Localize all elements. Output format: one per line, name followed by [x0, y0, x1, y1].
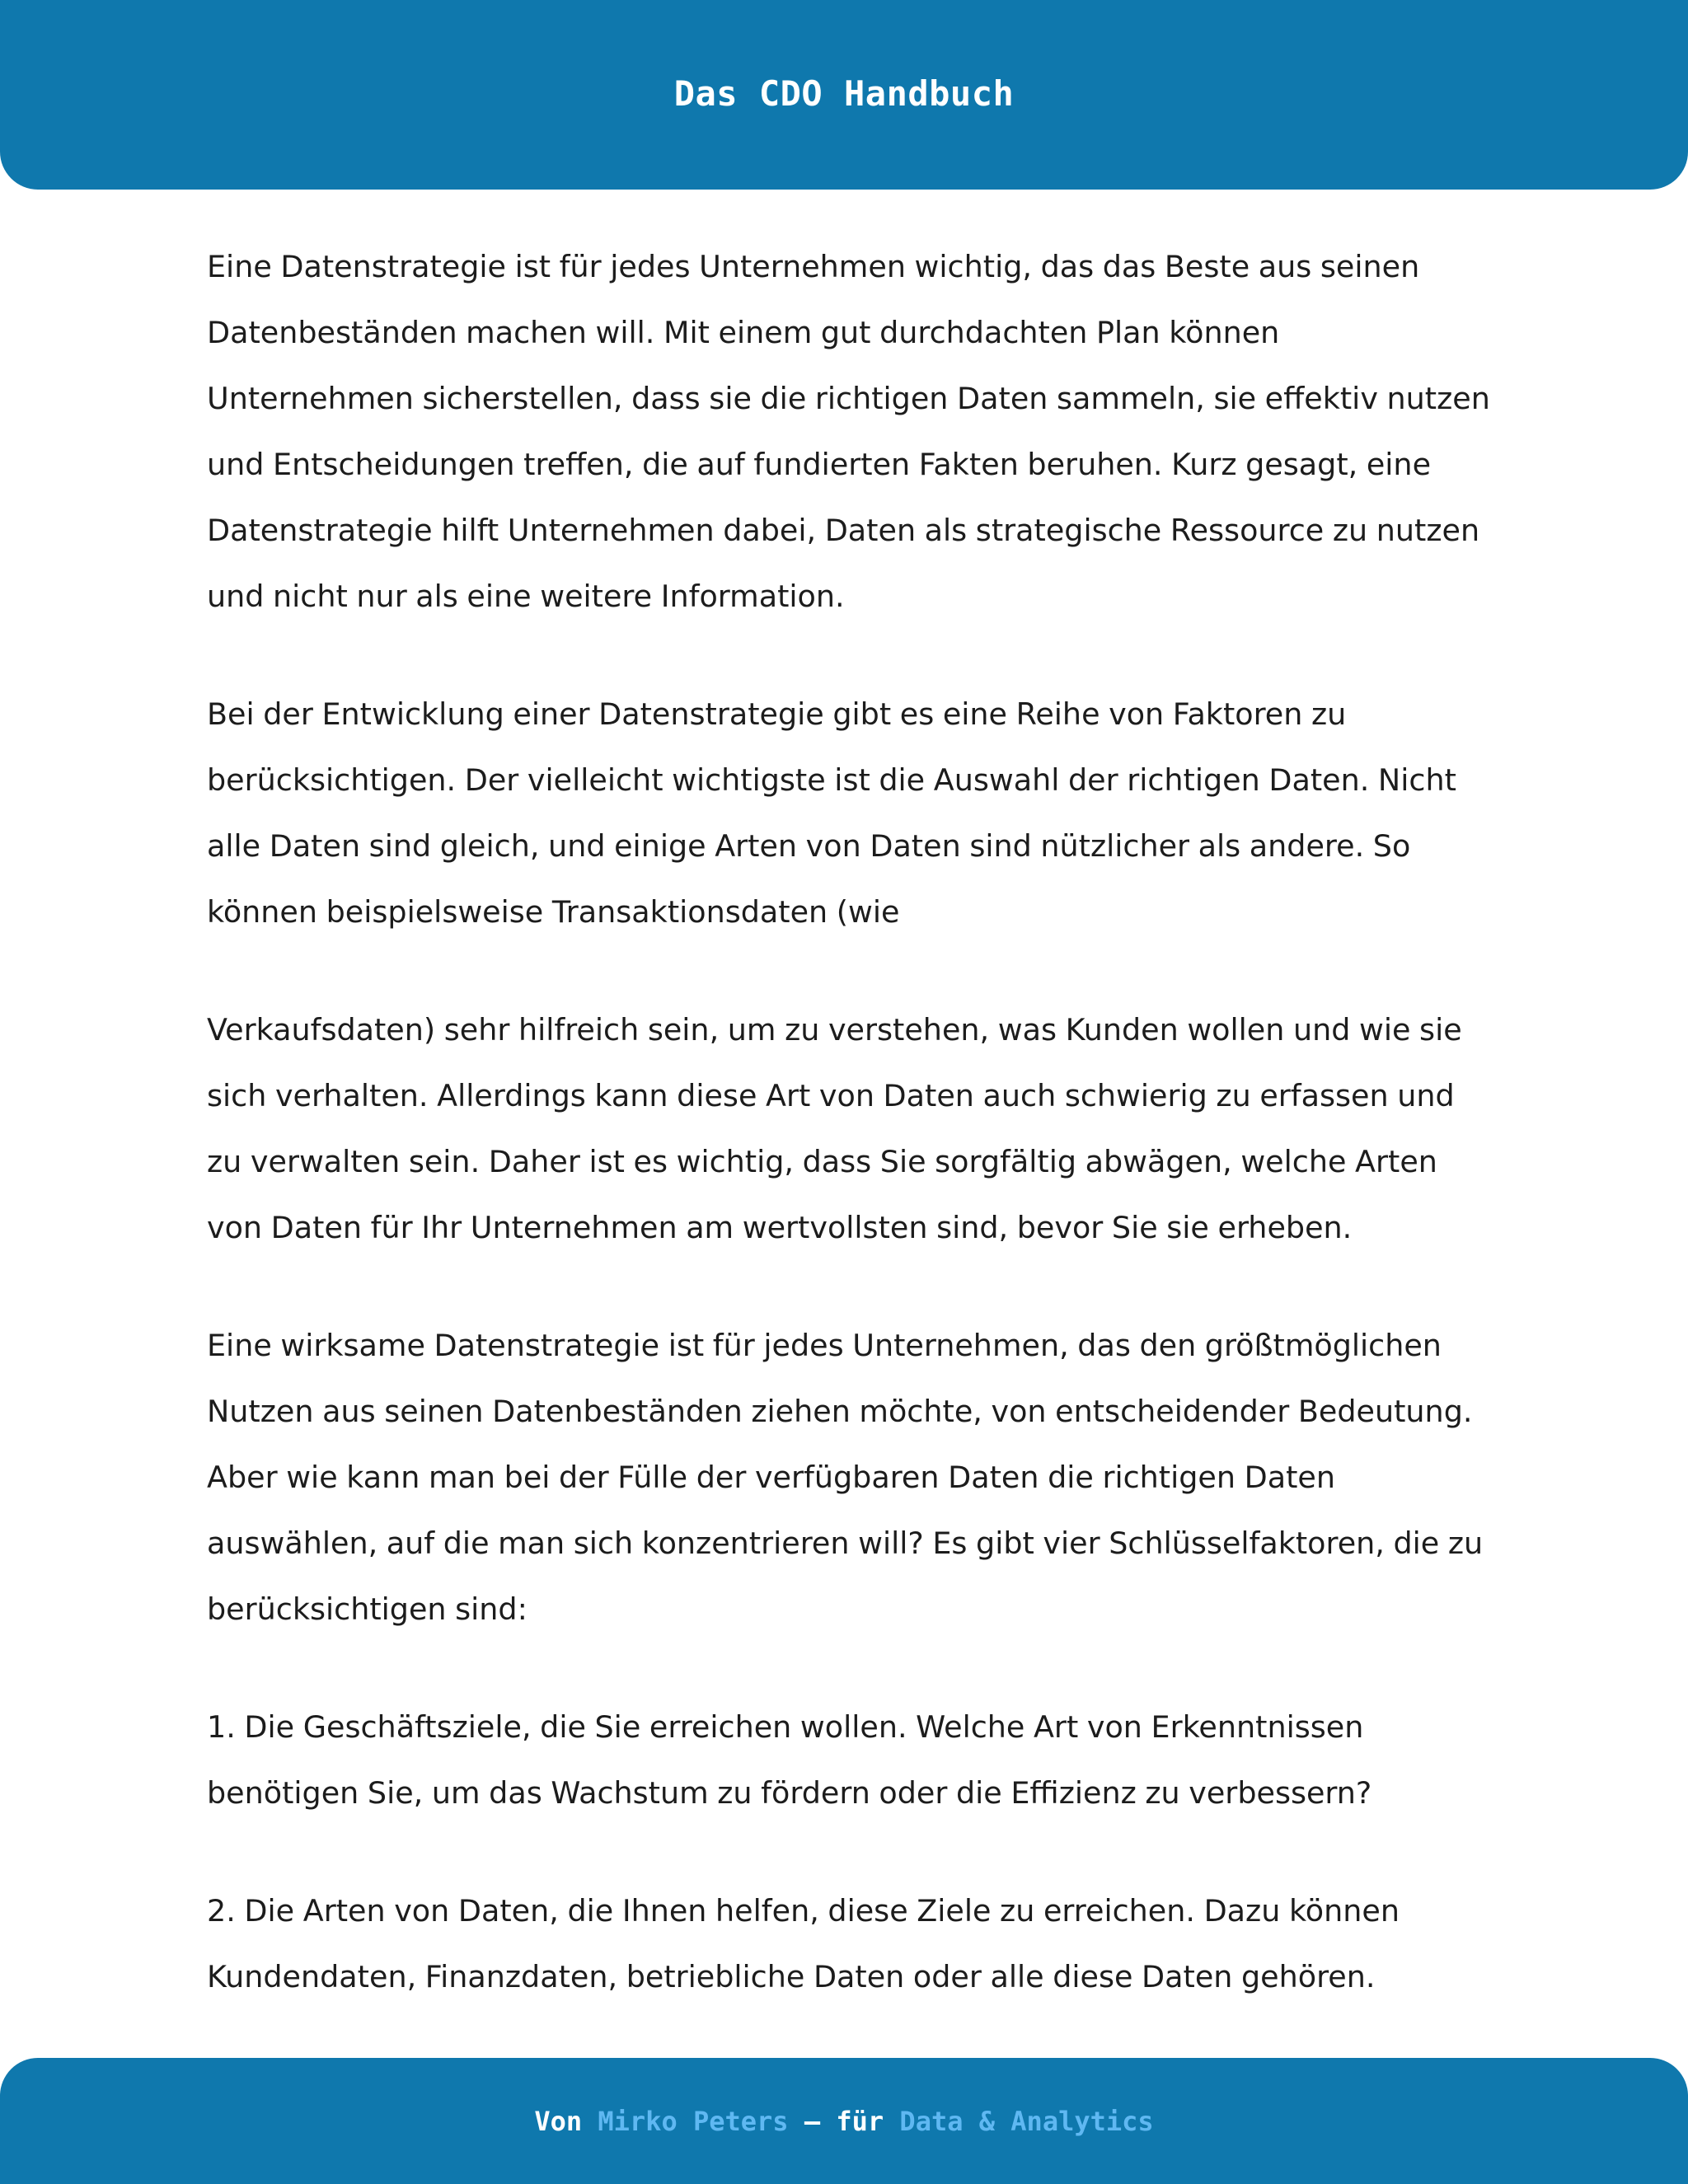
page-header: [0, 0, 1688, 190]
paragraph-2: Bei der Entwicklung einer Datenstrategie gibt es eine Reihe von Faktoren zu berücksichtigen. Der vielleicht wichtigste ist die Auswahl der richtigen Daten. Nicht alle Daten sind gleich, und einige Arten von Daten sind nützlicher als andere. So können beispielsweise Transaktionsdaten (wie: [207, 696, 1456, 930]
paragraph-3: Verkaufsdaten) sehr hilfreich sein, um zu verstehen, was Kunden wollen und wie sie sich verhalten. Allerdings kann diese Art von Daten auch schwierig zu erfassen und zu verwalten sein. Daher ist es wichtig, dass Sie sorgfältig abwägen, welche Arten von Daten für Ihr Unternehmen am wertvollsten sind, bevor Sie sie erheben.: [207, 1012, 1462, 1245]
paragraph-4: Eine wirksame Datenstrategie ist für jedes Unternehmen, das den größtmöglichen Nutzen aus seinen Datenbeständen ziehen möchte, von entscheidender Bedeutung. Aber wie kann man bei der Fülle der verfügbaren Daten die richtigen Daten auswählen, auf die man sich konzentrieren will? Es gibt vier Schlüsselfaktoren, die zu berücksichtigen sind:: [207, 1328, 1484, 1627]
main-content: [207, 234, 1493, 2062]
paragraph-1: Eine Datenstrategie ist für jedes Unternehmen wichtig, das das Beste aus seinen Datenbeständen machen will. Mit einem gut durchdachten Plan können Unternehmen sicherstellen, dass sie die richtigen Daten sammeln, sie effektiv nutzen und Entscheidungen treffen, die auf fundierten Fakten beruhen. Kurz gesagt, eine Datenstrategie hilft Unternehmen dabei, Daten als strategische Ressource zu nutzen und nicht nur als eine weitere Information.: [207, 249, 1490, 614]
footer-credit: [534, 2106, 1153, 2137]
page-footer: [0, 2058, 1688, 2184]
author-name: Mirko Peters: [598, 2105, 789, 2137]
list-item-1: 1. Die Geschäftsziele, die Sie erreichen wollen. Welche Art von Erkenntnissen benötigen Sie, um das Wachstum zu fördern oder die Effizienz zu verbessern?: [207, 1709, 1372, 1811]
list-item-2: 2. Die Arten von Daten, die Ihnen helfen, diese Ziele zu erreichen. Dazu können Kundendaten, Finanzdaten, betriebliche Daten oder alle diese Daten gehören.: [207, 1893, 1400, 1994]
document-title: Das CDO Handbuch: [673, 73, 1015, 114]
footer-separator: – für: [788, 2105, 900, 2137]
footer-prefix: Von: [534, 2105, 598, 2137]
topic-name: Data & Analytics: [899, 2105, 1154, 2137]
